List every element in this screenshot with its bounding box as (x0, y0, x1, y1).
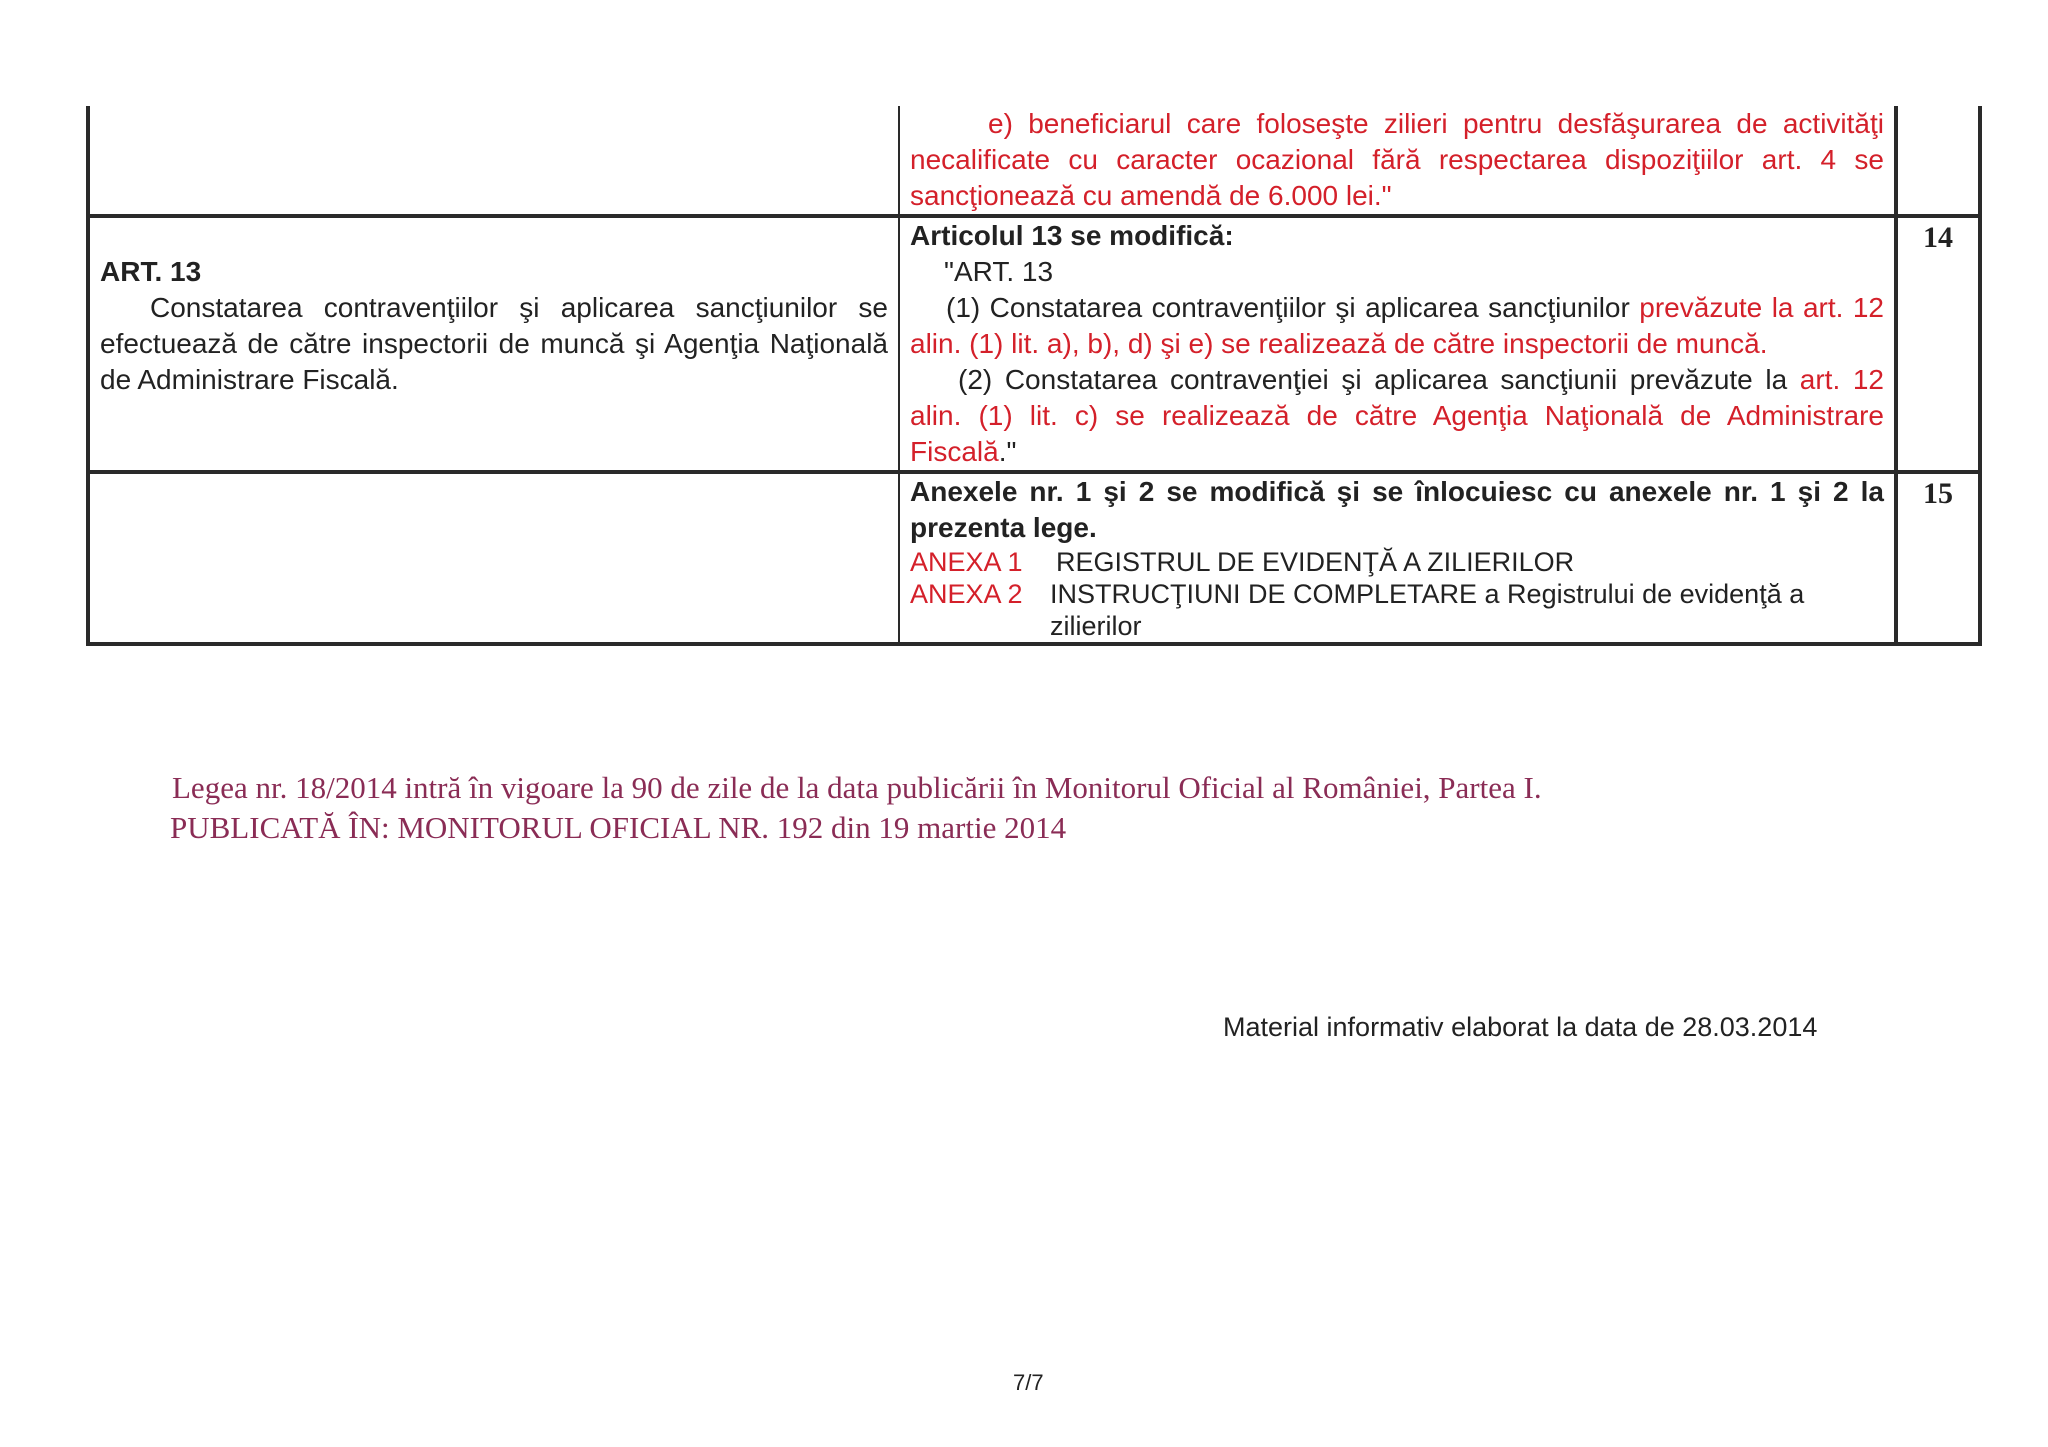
new-article-paragraph-2: (2) Constatarea contravenţiei şi aplicarea sancţiunii prevăzute la art. 12 alin. (1) lit. c) se realizează de către Agenţia Naţională de Administrare Fiscală." (910, 364, 1884, 467)
table-row (88, 106, 1980, 216)
table-row (88, 216, 1980, 472)
new-text-letter-e: e) beneficiarul care foloseşte zilieri pentru desfăşurarea de activităţi necalificate cu caracter ocazional fără respectarea dispoziţiilor art. 4 se sancţionează cu amendă de 6.000 lei." (910, 108, 1884, 211)
row-number-cell (1896, 106, 1980, 216)
annex-1-key: ANEXA 1 (910, 547, 1023, 577)
new-text-cell (899, 106, 1896, 216)
annex-2-key: ANEXA 2 (910, 579, 1023, 609)
new-article-paragraph-1: (1) Constatarea contravenţiilor şi aplicarea sancţiunilor prevăzute la art. 12 alin. (1) lit. a), b), d) şi e) se realizează de către inspectorii de muncă. (910, 292, 1885, 359)
old-article-title: ART. 13 (100, 256, 202, 287)
annex-2-text: INSTRUCŢIUNI DE COMPLETARE a Registrului de evidenţă a zilierilor (1050, 579, 1805, 641)
old-text-cell (88, 472, 899, 644)
annex-1-item (910, 546, 1884, 578)
annex-heading: Anexele nr. 1 şi 2 se modifică şi se înlocuiesc cu anexele nr. 1 şi 2 la prezenta lege. (910, 476, 1884, 543)
annex-1-text: REGISTRUL DE EVIDENŢĂ A ZILIERILOR (1056, 547, 1575, 577)
law-publication: PUBLICATĂ ÎN: MONITORUL OFICIAL NR. 192 din 19 martie 2014 (170, 810, 1067, 845)
old-article-text: Constatarea contravenţiilor şi aplicarea sancţiunilor se efectuează de către inspectorii de muncă şi Agenţia Naţională de Administrare Fiscală. (100, 292, 888, 395)
table-row (88, 472, 1980, 644)
law-entry-into-force: Legea nr. 18/2014 intră în vigoare la 90 de zile de la data publicării în Monitorul Oficial al României, Partea I. (172, 770, 1542, 805)
new-article-heading: Articolul 13 se modifică: (910, 220, 1234, 251)
comparison-table (86, 106, 1982, 646)
page-number: 7/7 (1013, 1370, 1044, 1395)
material-date-note: Material informativ elaborat la data de 28.03.2014 (1223, 1012, 1818, 1042)
row-number-cell (1896, 472, 1980, 644)
old-text-cell (88, 216, 899, 472)
row-number: 14 (1923, 221, 1953, 254)
row-number-cell (1896, 216, 1980, 472)
old-text-cell (88, 106, 899, 216)
new-text-cell (899, 472, 1896, 644)
annex-2-item (910, 578, 1884, 642)
row-number: 15 (1923, 477, 1953, 510)
law-info (172, 768, 1542, 848)
new-article-label: "ART. 13 (944, 256, 1054, 287)
new-text-cell (899, 216, 1896, 472)
